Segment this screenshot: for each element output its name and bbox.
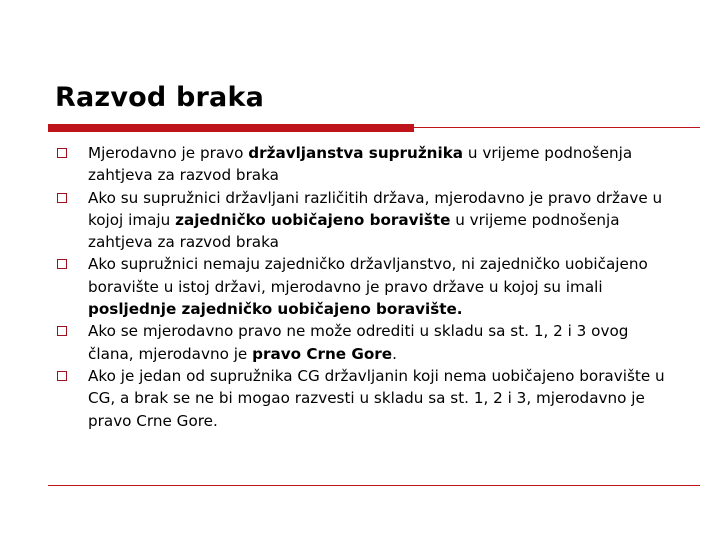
slide-title: Razvod braka: [55, 82, 265, 113]
square-bullet-icon: [57, 371, 67, 381]
bullet-text-bold: državljanstva supružnika: [248, 144, 464, 162]
bullet-item: [55, 365, 670, 432]
bullet-text-bold: zajedničko uobičajeno boravište: [175, 210, 451, 229]
bullet-text-bold: posljednje zajedničko uobičajeno boravište.: [88, 300, 463, 319]
bullet-item: [55, 142, 670, 187]
bullet-item: [55, 320, 670, 365]
bullet-text-segment: u vrijeme podnošenja zahtjeva za razvod braka: [88, 144, 633, 185]
square-bullet-icon: [57, 259, 67, 269]
bullet-text: [88, 144, 632, 184]
bullet-text-segment: .: [392, 344, 397, 363]
bullet-text-segment: Ako su supružnici državljani različitih država, mjerodavno je pravo države u kojoj imaju: [88, 188, 663, 229]
title-underline-thick: [48, 124, 414, 132]
bullet-text-segment: Ako se mjerodavno pravo ne može odrediti u skladu sa st. 1, 2 i 3 ovog člana, mjerodavno je: [88, 322, 629, 363]
bullet-item: [55, 253, 670, 320]
bullet-text-bold: pravo Crne Gore: [252, 344, 393, 363]
title-underline: [48, 124, 700, 132]
bullet-text: [88, 367, 665, 430]
bullet-text-segment: Ako supružnici nemaju zajedničko državljanstvo, ni zajedničko uobičajeno boravište u istoj državi, mjerodavno je pravo države u kojoj su imali: [88, 255, 648, 296]
square-bullet-icon: [57, 326, 67, 336]
bullet-text: [88, 255, 648, 318]
bullet-list: [55, 142, 670, 432]
bullet-text-segment: Ako je jedan od supružnika CG državljanin koji nema uobičajeno boravište u CG, a brak se ne bi mogao razvesti u skladu sa st. 1, 2 i 3, mjerodavno je pravo Crne Gore.: [88, 366, 665, 430]
bullet-text-segment: u vrijeme podnošenja zahtjeva za razvod braka: [88, 210, 620, 252]
footer-rule: [48, 485, 700, 486]
bullet-item: [55, 187, 670, 254]
bullet-text: [88, 189, 662, 252]
square-bullet-icon: [57, 193, 67, 203]
bullet-text: [88, 322, 628, 362]
square-bullet-icon: [57, 148, 67, 158]
bullet-text-segment: Mjerodavno je pravo: [88, 144, 249, 162]
